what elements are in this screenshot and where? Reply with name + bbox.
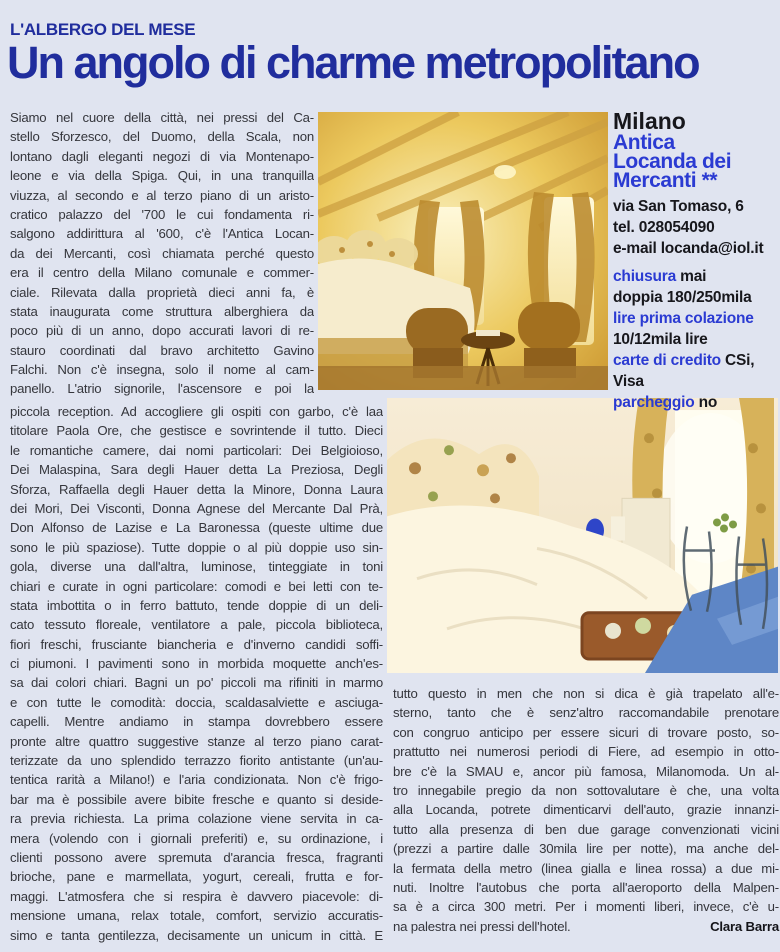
detail-label: carte di credito [613, 352, 726, 369]
page-title: Un angolo di charme metropolitano [7, 37, 699, 88]
hotel-contact-block [613, 196, 780, 259]
text-line: mera (volendo con i giornali preferiti) e, su ordinazione, i [10, 830, 383, 846]
closing-text: na palestra nei pressi dell'hotel. [393, 918, 571, 934]
text-line: pronte altre quattro suggestive stanze al terzo piano carat- [10, 733, 383, 749]
text-line: bre c'è la SMAU e, ancor più famosa, Milanomoda. Un al- [393, 763, 779, 779]
hotel-details-block [613, 266, 780, 413]
hotel-name-line: Locanda dei [613, 150, 732, 173]
article-column1-bottom [10, 402, 383, 945]
city-label: Milano [613, 108, 686, 134]
text-line: tentica rarità a Milano!) e l'aria condizionata. Non c'è frigo- [10, 772, 383, 788]
hotel-detail-line [613, 308, 780, 329]
text-line: salgono addirittura al '600, c'è l'Antica Locan- [10, 226, 314, 242]
text-line: viuzza, al secondo e al terzo piano di un aristo- [10, 187, 314, 203]
text-line: Don Alfonso de Lazise e La Baronessa (queste ultime due [10, 520, 383, 536]
text-line: panello. L'atrio signorile, l'ascensore e poi la [10, 381, 314, 397]
text-line: era il centro della Milano comunale e commer- [10, 265, 314, 281]
article-column2-lines [393, 684, 779, 917]
detail-value: CSi, [725, 352, 755, 369]
text-line: con congruo anticipo per essere sicuri di trovare posto, so- [393, 724, 779, 740]
hotel-name-line: Mercanti ** [613, 169, 718, 192]
text-line: le romantiche camere, dai nomi particolari: Dei Belgioioso, [10, 442, 383, 458]
text-line: bar ma è possibile avere bibite fresche e quanto si deside- [10, 791, 383, 807]
text-line: sa è a circa 300 metri. Per i momenti liberi, invece, c'è u- [393, 899, 779, 915]
text-line: mensione umana, relax totale, comfort, servizio accuratis- [10, 908, 383, 924]
text-line: ciale. Rilevata dalla proprietà dieci anni fa, è [10, 284, 314, 300]
text-line: sono le più spaziose). Tutte doppie o al più doppie uso sin- [10, 539, 383, 555]
text-line: fiori freschi, frusciante biancheria e d'inverno candidi soffi- [10, 636, 383, 652]
article-column2 [393, 684, 779, 936]
hotel-email: e-mail locanda@iol.it [613, 240, 764, 257]
text-line: piccola reception. Ad accogliere gli ospiti con garbo, c'è laa [10, 404, 383, 419]
detail-label: chiusura [613, 268, 681, 285]
article-column1-top [10, 108, 314, 399]
text-line: leone e via della Spiga. Qui, in una tranquilla [10, 168, 314, 184]
detail-label: parcheggio [613, 394, 699, 411]
text-line: stello Sforzesco, del Duomo, della Scala, non [10, 129, 314, 145]
author-byline: Clara Barra [710, 918, 779, 934]
text-line: Dei Malaspina, Sara degli Hauer detta La Preziosa, Degli [10, 462, 383, 478]
text-line: (prezzi a partire dalle 30mila lire per notte), ma anche del- [393, 841, 779, 857]
text-line: dei Mori, Dei Visconti, Donna Agnese del Mercante Dal Prà, [10, 500, 383, 516]
text-line: gola, diverse una dall'altra, luminose, tinteggiate in toni [10, 559, 383, 575]
hotel-detail-line [613, 392, 780, 413]
detail-value: Visa [613, 373, 644, 390]
text-line: tutto alla presenza di ben due garage convenzionati vicini [393, 821, 779, 837]
text-line: ci piumoni. I pavimenti sono in morbida moquette anch'es- [10, 656, 383, 672]
text-line: nuti. Inoltre l'autobus che porta all'aeroporto della Malpen- [393, 879, 779, 895]
text-line: capelli. Mentre andiamo in stampa dovrebbero essere [10, 714, 383, 730]
section-kicker: L'ALBERGO DEL MESE [10, 20, 196, 39]
hotel-info-box [613, 110, 780, 413]
text-line: terizzate da uno splendido terrazzo fiorito antistante (un'au- [10, 753, 383, 769]
text-line: sterno, tanto che è senz'altro raccomandabile prenotare [393, 705, 779, 721]
hotel-detail-line [613, 371, 780, 392]
bedroom-photo-1 [318, 112, 608, 390]
text-line: Falchi. Non c'è insegna, solo il nome al cam- [10, 362, 314, 378]
text-line: stata imbottita o in ferro battuto, tende doppie di un deli- [10, 597, 383, 613]
text-line: titolare Paola Ore, che gestisce e sovrintende il tutto. Dieci [10, 423, 383, 439]
text-line: Sforza, Raffaella degli Hauer detta la Minore, Donna Laura [10, 481, 383, 497]
text-line: sa dai colori chiari. Bagni un po' piccoli ma rifiniti in marmo [10, 675, 383, 691]
bedroom-photo-2 [387, 398, 778, 673]
text-line: prattutto nei numerosi periodi di Fiere, ad esempio in otto- [393, 744, 779, 760]
bedroom-photo-1-illustration [318, 112, 608, 390]
text-line: tutto questo in men che non si dica è già trapelato all'e- [393, 686, 779, 701]
hotel-phone: tel. 028054090 [613, 219, 715, 236]
text-line: chiari e curate in ogni particolare: comodi e bei letti con te- [10, 578, 383, 594]
hotel-name [613, 133, 780, 190]
text-line: maggi. L'atmosfera che si respira è davvero piacevole: di- [10, 888, 383, 904]
detail-value: doppia 180/250mila [613, 289, 752, 306]
hotel-detail-line [613, 266, 780, 287]
hotel-address: via San Tomaso, 6 [613, 198, 744, 215]
text-line: clienti possono avere spremuta d'arancia fresca, fragranti [10, 849, 383, 865]
hotel-detail-line [613, 287, 780, 308]
hotel-name-line: Antica [613, 131, 675, 154]
text-line: Siamo nel cuore della città, nei pressi del Ca- [10, 110, 314, 125]
hotel-detail-line [613, 350, 780, 371]
text-line: stata inaugurata come struttura alberghiera da [10, 303, 314, 319]
text-line: ra previa richiesta. La prima colazione viene servita in ca- [10, 811, 383, 827]
text-line: tro innegabile pregio da non sottovalutare è che, una volta [393, 782, 779, 798]
text-line: cato tessuto floreale, ventilatore a pale, piccola biblioteca, [10, 617, 383, 633]
text-line: poco più di un anno, dopo accurati lavori di re- [10, 323, 314, 339]
text-line: alla Locanda, potrete dimenticarvi dell'auto, grazie innanzi- [393, 802, 779, 818]
detail-label: lire prima colazione [613, 310, 754, 327]
article-closing-line [393, 917, 779, 936]
detail-value: no [698, 394, 718, 411]
bedroom-photo-2-illustration [387, 398, 778, 673]
text-line: la fermata della metro (linea gialla e linea rossa) a due mi- [393, 860, 779, 876]
detail-value: 10/12mila lire [613, 331, 708, 348]
text-line: stauro coordinati dal bravo architetto Gavino [10, 342, 314, 358]
detail-value: mai [680, 268, 707, 285]
text-line: simo e tanta gentilezza, decisamente un unicum in città. E [10, 927, 383, 943]
text-line: lontano dagli eleganti negozi di via Montenapo- [10, 148, 314, 164]
hotel-detail-line [613, 329, 780, 350]
text-line: da dei Mercanti, così chiamata perché questo [10, 245, 314, 261]
text-line: e con tutte le comodità: doccia, scaldasalviette e asciuga- [10, 694, 383, 710]
text-line: brioche, pane e marmellata, yogurt, cereali, frutta e for- [10, 869, 383, 885]
text-line: cratico palazzo del '700 le cui fondamenta ri- [10, 206, 314, 222]
